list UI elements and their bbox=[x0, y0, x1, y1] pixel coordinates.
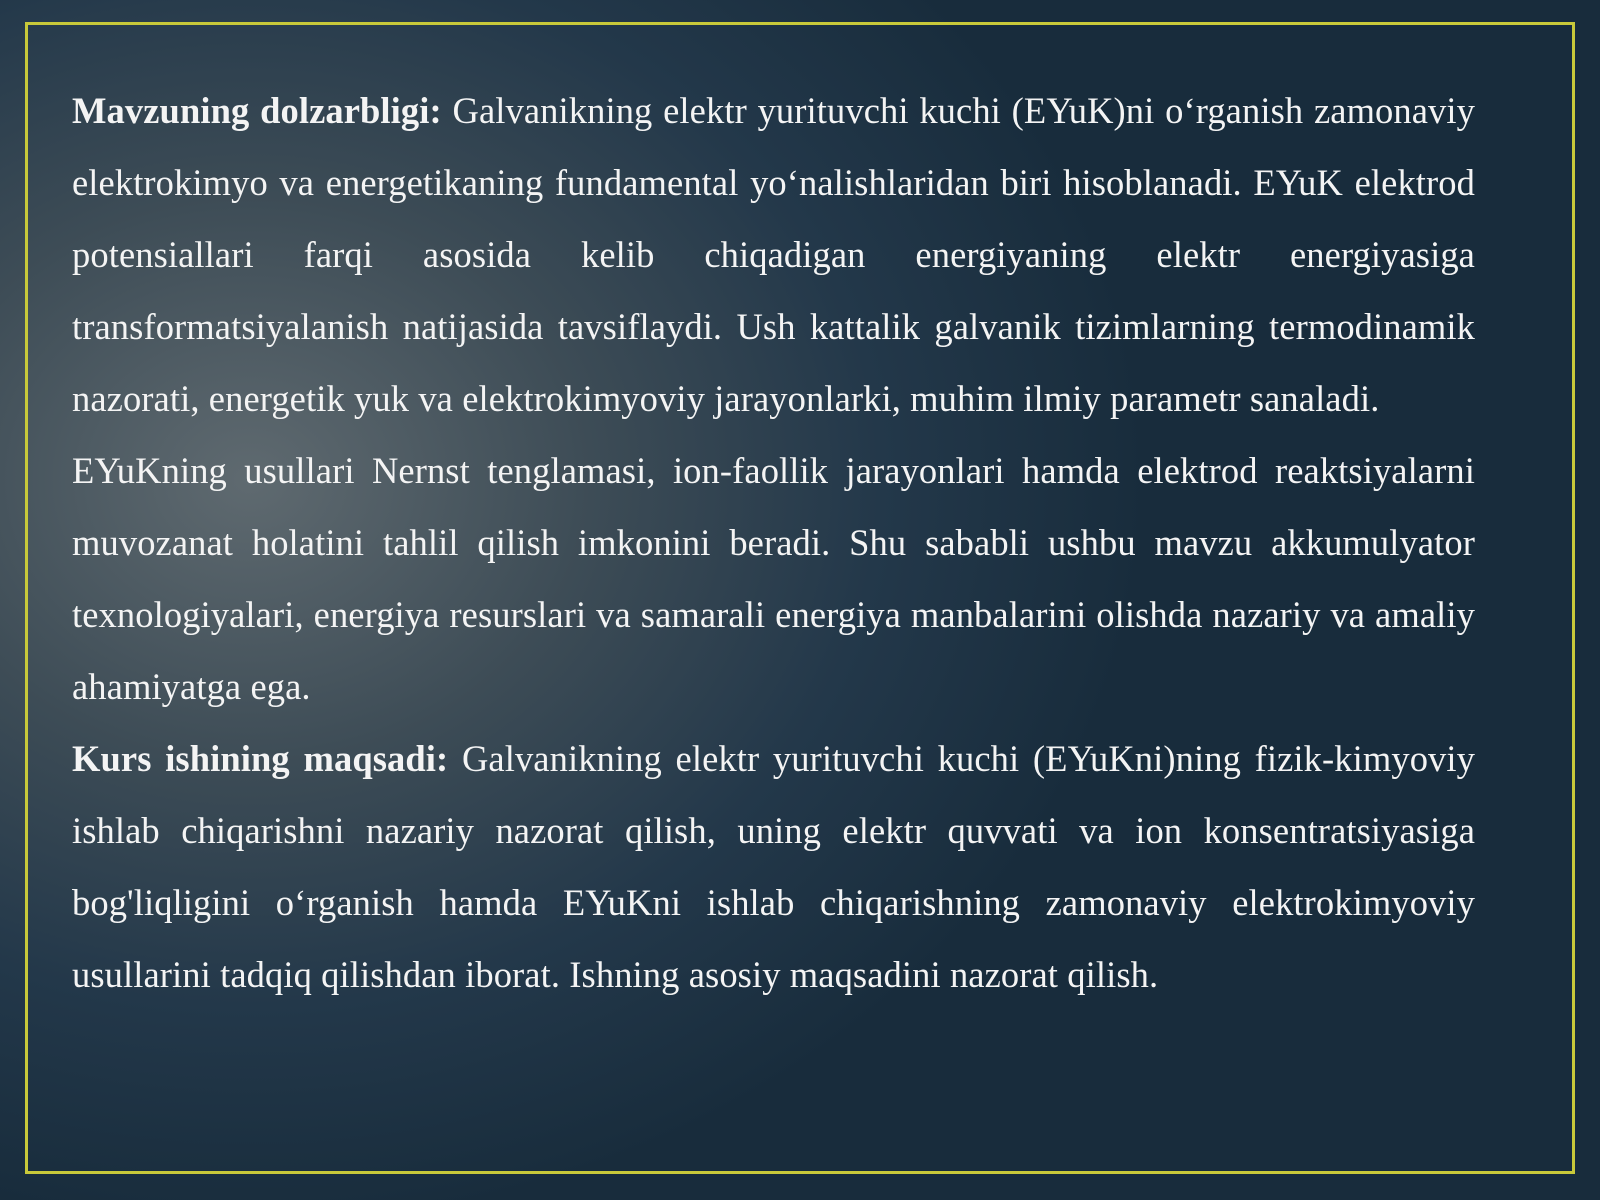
paragraph-relevance bbox=[72, 75, 1475, 435]
paragraph-goal bbox=[72, 723, 1475, 1011]
methods-text: EYuKning usullari Nernst tenglamasi, ion-faollik jarayonlari hamda elektrod reaktsiyalarni muvozanat holatini tahlil qilish imkonini beradi. Shu sababli ushbu mavzu akkumulyator texnologiyalari, energiya resurslari va samarali energiya manbalarini olishda nazariy va amaliy ahamiyatga ega. bbox=[72, 450, 1475, 707]
goal-text: Galvanikning elektr yurituvchi kuchi (EYuKni)ning fizik-kimyoviy ishlab chiqarishni nazariy nazorat qilish, uning elektr quvvati va ion konsentratsiyasiga bog'liqligini o‘rganish hamda EYuKni ishlab chiqarishning zamonaviy elektrokimyoviy usullarini tadqiq qilishdan iborat. Ishning asosiy maqsadini nazorat qilish. bbox=[72, 738, 1475, 995]
paragraph-methods bbox=[72, 435, 1475, 723]
relevance-heading: Mavzuning dolzarbligi: bbox=[72, 90, 442, 131]
slide-text-body bbox=[72, 75, 1475, 1011]
goal-heading: Kurs ishining maqsadi: bbox=[72, 738, 449, 779]
relevance-text: Galvanikning elektr yurituvchi kuchi (EYuK)ni o‘rganish zamonaviy elektrokimyo va energetikaning fundamental yo‘nalishlaridan biri hisoblanadi. EYuK elektrod potensiallari farqi asosida kelib chiqadigan energiyaning elektr energiyasiga transformatsiyalanish natijasida tavsiflaydi. Ush kattalik galvanik tizimlarning termodinamik nazorati, energetik yuk va elektrokimyoviy jarayonlarki, muhim ilmiy parametr sanaladi. bbox=[72, 90, 1475, 419]
